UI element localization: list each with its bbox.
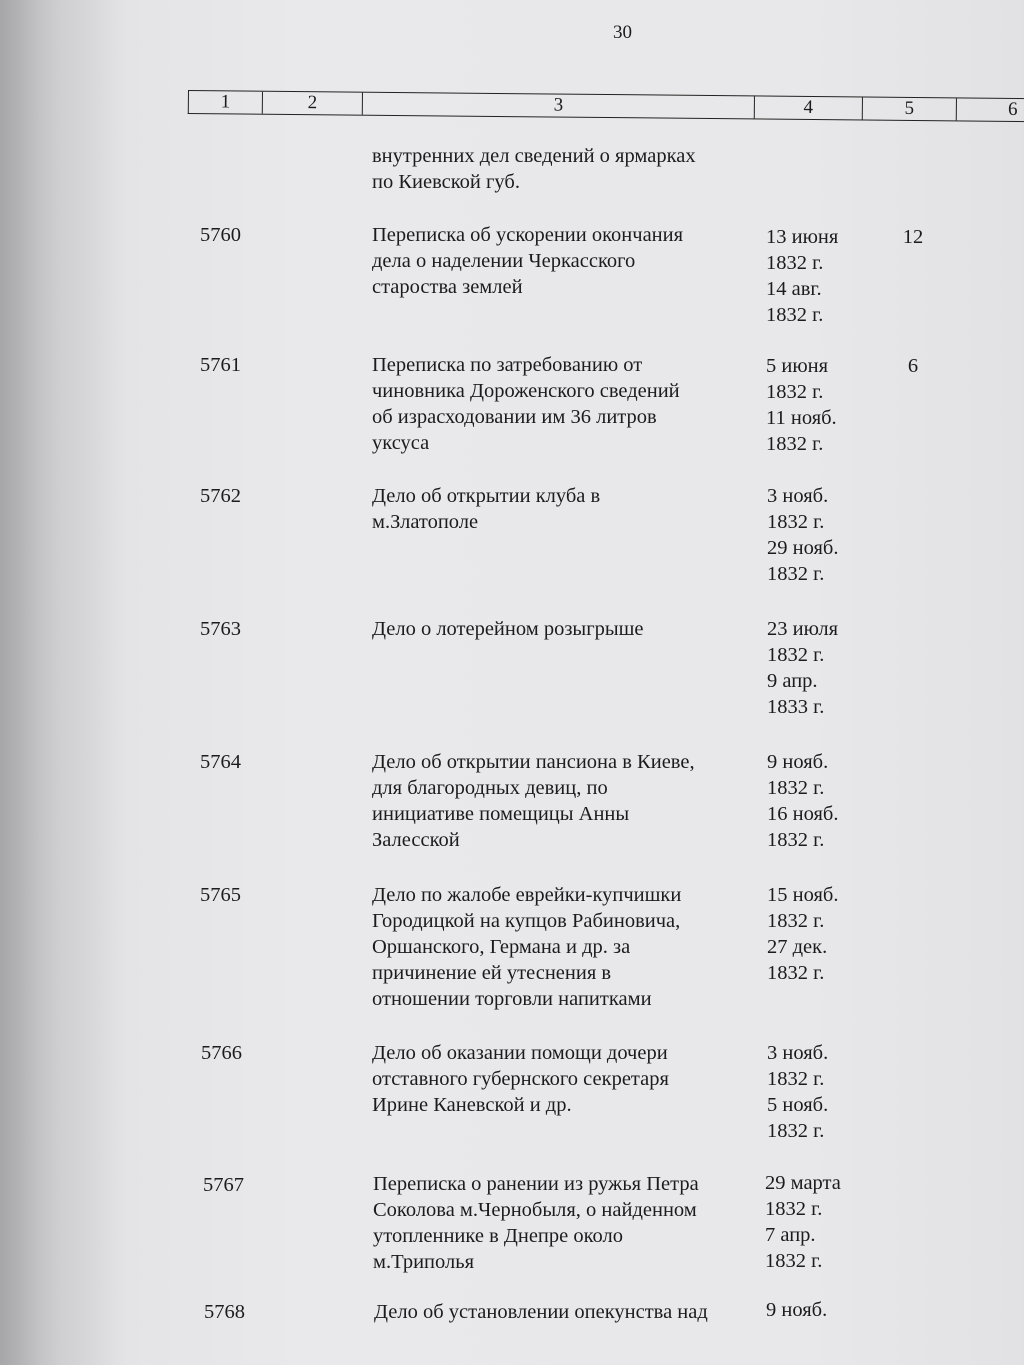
entry-dates: 3 нояб. 1832 г. 5 нояб. 1832 г.: [767, 1042, 829, 1142]
entry-number: 5763: [200, 618, 241, 640]
entry-dates: 9 нояб.: [766, 1299, 828, 1321]
entry-title: Дело об оказании помощи дочери отставного губернского секретаря Ирине Каневской и др.: [372, 1042, 669, 1116]
entry-number: 5765: [200, 884, 241, 906]
entry-dates: 5 июня 1832 г. 11 нояб. 1832 г.: [766, 355, 837, 455]
column-header-3: 3: [363, 93, 755, 119]
column-header-2: 2: [263, 92, 363, 115]
entry-number: 5760: [200, 224, 241, 246]
entry-number: 5762: [200, 485, 241, 507]
entry-number: 5767: [203, 1174, 244, 1196]
column-header-1: 1: [189, 91, 263, 114]
entry-number: 5764: [200, 751, 241, 773]
entry-sheets: 6: [907, 355, 919, 377]
entry-title: Переписка об ускорении окончания дела о наделении Черкасского староства землей: [372, 224, 684, 298]
entry-sheets: 12: [902, 226, 924, 248]
entry-title: Дело об установлении опекунства над: [374, 1301, 708, 1323]
column-header-6: 6: [1008, 98, 1018, 120]
entry-title: Дело об открытии клуба в м.Златополе: [372, 485, 601, 533]
entry-title: Дело о лотерейном розыгрыше: [372, 618, 644, 640]
entry-dates: 13 июня 1832 г. 14 авг. 1832 г.: [766, 226, 839, 326]
entry-title: Дело об открытии пансиона в Киеве, для благородных девиц, по инициативе помещицы Анны Залесской: [372, 751, 695, 851]
continuation-title: внутренних дел сведений о ярмарках по Киевской губ.: [372, 145, 696, 193]
column-header-table: [188, 90, 1024, 122]
entry-dates: 9 нояб. 1832 г. 16 нояб. 1832 г.: [767, 751, 839, 851]
page-shadow: [0, 0, 130, 1365]
entry-number: 5768: [204, 1301, 245, 1323]
entry-title: Переписка о ранении из ружья Петра Соколова м.Чернобыля, о найденном утопленнике в Днепре около м.Триполья: [373, 1173, 699, 1273]
entry-number: 5761: [200, 354, 241, 376]
entry-title: Переписка по затребованию от чиновника Дороженского сведений об израсходовании им 36 литров уксуса: [372, 354, 680, 454]
entry-dates: 23 июля 1832 г. 9 апр. 1833 г.: [767, 618, 839, 718]
entry-dates: 3 нояб. 1832 г. 29 нояб. 1832 г.: [767, 485, 839, 585]
entry-number: 5766: [201, 1042, 242, 1064]
entry-dates: 15 нояб. 1832 г. 27 дек. 1832 г.: [767, 884, 839, 984]
entry-title: Дело по жалобе еврейки-купчишки Городицкой на купцов Рабиновича, Оршанского, Германа и др. за причинение ей утеснения в отношении торговли напитками: [372, 884, 682, 1010]
entry-dates: 29 марта 1832 г. 7 апр. 1832 г.: [765, 1172, 841, 1272]
page-number: 30: [613, 22, 632, 43]
column-header-4: 4: [755, 96, 863, 119]
column-header-5: 5: [863, 97, 957, 120]
